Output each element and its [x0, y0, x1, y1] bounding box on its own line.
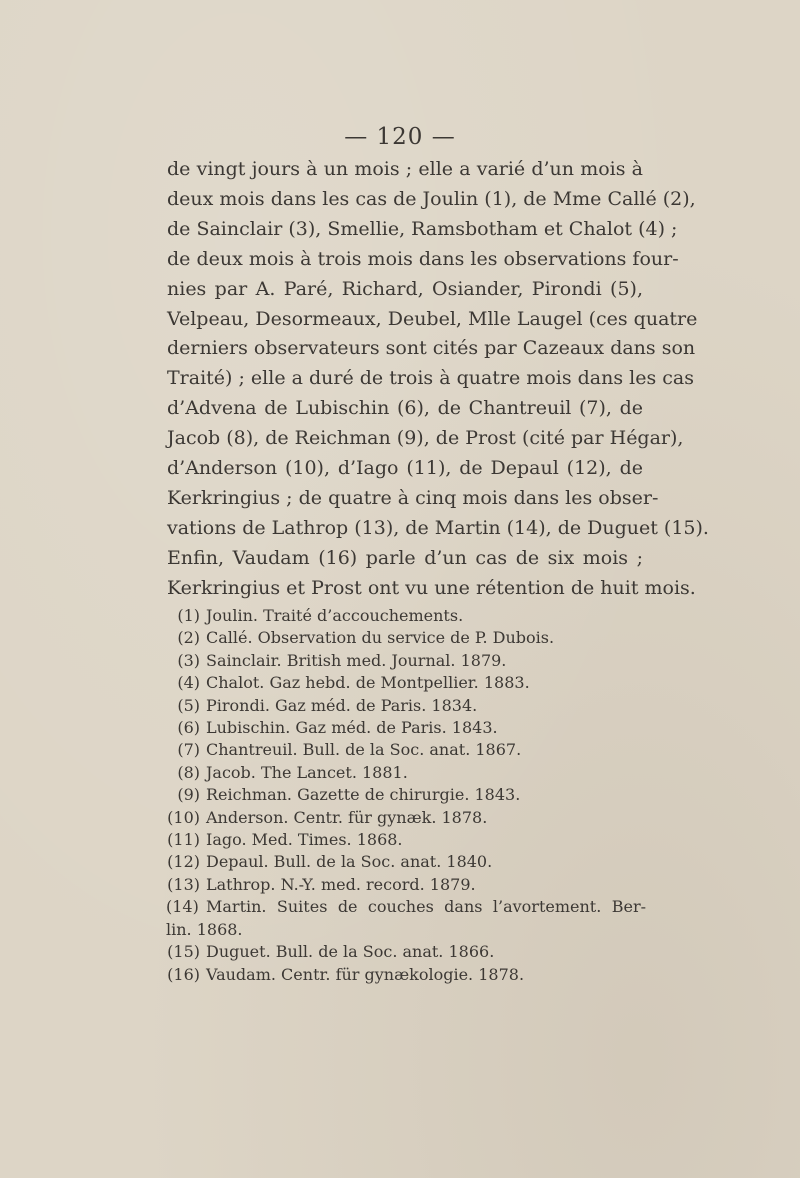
footnote-number: (13)	[167, 874, 200, 894]
footnote-text: Callé. Observation du service de P. Dubois.	[206, 628, 555, 648]
footnote-number: (11)	[167, 830, 200, 850]
footnote	[166, 739, 646, 761]
footnote-text: Chantreuil. Bull. de la Soc. anat. 1867.	[206, 740, 522, 760]
footnote	[166, 941, 646, 963]
footnote-text: Pirondi. Gaz méd. de Paris. 1834.	[206, 695, 478, 715]
body-line: Kerkringius et Prost ont vu une rétention de huit mois.	[167, 576, 696, 599]
body-line: Jacob (8), de Reichman (9), de Prost (cité par Hégar),	[167, 427, 684, 450]
footnote	[166, 874, 646, 896]
footnote	[166, 807, 646, 829]
footnote	[166, 762, 646, 784]
footnote	[166, 784, 646, 806]
footnote-continuation	[166, 919, 646, 941]
body-line: vations de Lathrop (13), de Martin (14), de Duguet (15).	[167, 516, 709, 539]
footnote-text: Sainclair. British med. Journal. 1879.	[206, 650, 507, 670]
footnote	[166, 672, 646, 694]
body-line: deux mois dans les cas de Joulin (1), de Mme Callé (2),	[167, 187, 696, 210]
footnote-number: (7)	[177, 740, 200, 760]
body-line: Velpeau, Desormeaux, Deubel, Mlle Laugel (ces quatre	[167, 307, 698, 330]
footnote-text: Anderson. Centr. für gynæk. 1878.	[206, 807, 488, 827]
body-line: de Sainclair (3), Smellie, Ramsbotham et Chalot (4) ;	[167, 217, 678, 240]
footnote-number: (3)	[177, 650, 200, 670]
footnote	[166, 605, 646, 627]
body-line: Traité) ; elle a duré de trois à quatre mois dans les cas	[167, 367, 694, 390]
body-line: Enfin, Vaudam (16) parle d’un cas de six mois ;	[167, 546, 643, 569]
footnote-number: (16)	[167, 964, 200, 984]
footnote-number: (1)	[177, 606, 200, 625]
footnote-text: Joulin. Traité d’accouchements.	[206, 606, 464, 625]
footnote-number: (5)	[177, 695, 200, 715]
footnote	[166, 851, 646, 873]
footnote-text: Jacob. The Lancet. 1881.	[206, 762, 408, 782]
footnote-number: (8)	[177, 762, 200, 782]
footnote-text: Lubischin. Gaz méd. de Paris. 1843.	[206, 718, 498, 738]
body-line: de vingt jours à un mois ; elle a varié d’un mois à	[167, 158, 643, 180]
footnote-text: Vaudam. Centr. für gynækologie. 1878.	[206, 964, 525, 984]
footnote-number: (6)	[177, 718, 200, 738]
body-line: d’Anderson (10), d’Iago (11), de Depaul (12), de	[167, 457, 643, 480]
footnote	[166, 627, 646, 649]
footnote-text: Iago. Med. Times. 1868.	[206, 830, 403, 850]
footnote	[166, 829, 646, 851]
footnote-text: Martin. Suites de couches dans l’avortement. Ber-	[206, 897, 646, 917]
footnote	[166, 717, 646, 739]
footnote-text: Depaul. Bull. de la Soc. anat. 1840.	[206, 852, 493, 872]
footnote-number: (10)	[167, 807, 200, 827]
footnote-number: (12)	[167, 852, 200, 872]
footnote	[166, 650, 646, 672]
page-number: — 120 —	[344, 124, 456, 150]
footnote	[166, 896, 646, 918]
footnote-text: Chalot. Gaz hebd. de Montpellier. 1883.	[206, 673, 530, 693]
footnote-number: (2)	[177, 628, 200, 648]
body-line: Kerkringius ; de quatre à cinq mois dans les obser-	[167, 486, 659, 509]
footnote	[166, 964, 646, 986]
footnote-number: (9)	[177, 785, 200, 805]
footnote-number: (15)	[167, 942, 200, 962]
footnote-number: (14)	[166, 897, 199, 917]
footnote-text: lin. 1868.	[166, 919, 243, 939]
footnote-number: (4)	[177, 673, 200, 693]
footnote	[166, 695, 646, 717]
footnote-text: Reichman. Gazette de chirurgie. 1843.	[206, 785, 521, 805]
footnote-text: Duguet. Bull. de la Soc. anat. 1866.	[206, 942, 495, 962]
body-line: nies par A. Paré, Richard, Osiander, Pirondi (5),	[167, 277, 643, 300]
footnote-text: Lathrop. N.-Y. med. record. 1879.	[206, 874, 476, 894]
footnotes	[166, 605, 646, 986]
body-paragraph	[167, 155, 709, 604]
body-line: derniers observateurs sont cités par Cazeaux dans son	[167, 337, 696, 360]
body-line: d’Advena de Lubischin (6), de Chantreuil (7), de	[167, 397, 643, 420]
body-line: de deux mois à trois mois dans les observations four-	[167, 247, 679, 270]
